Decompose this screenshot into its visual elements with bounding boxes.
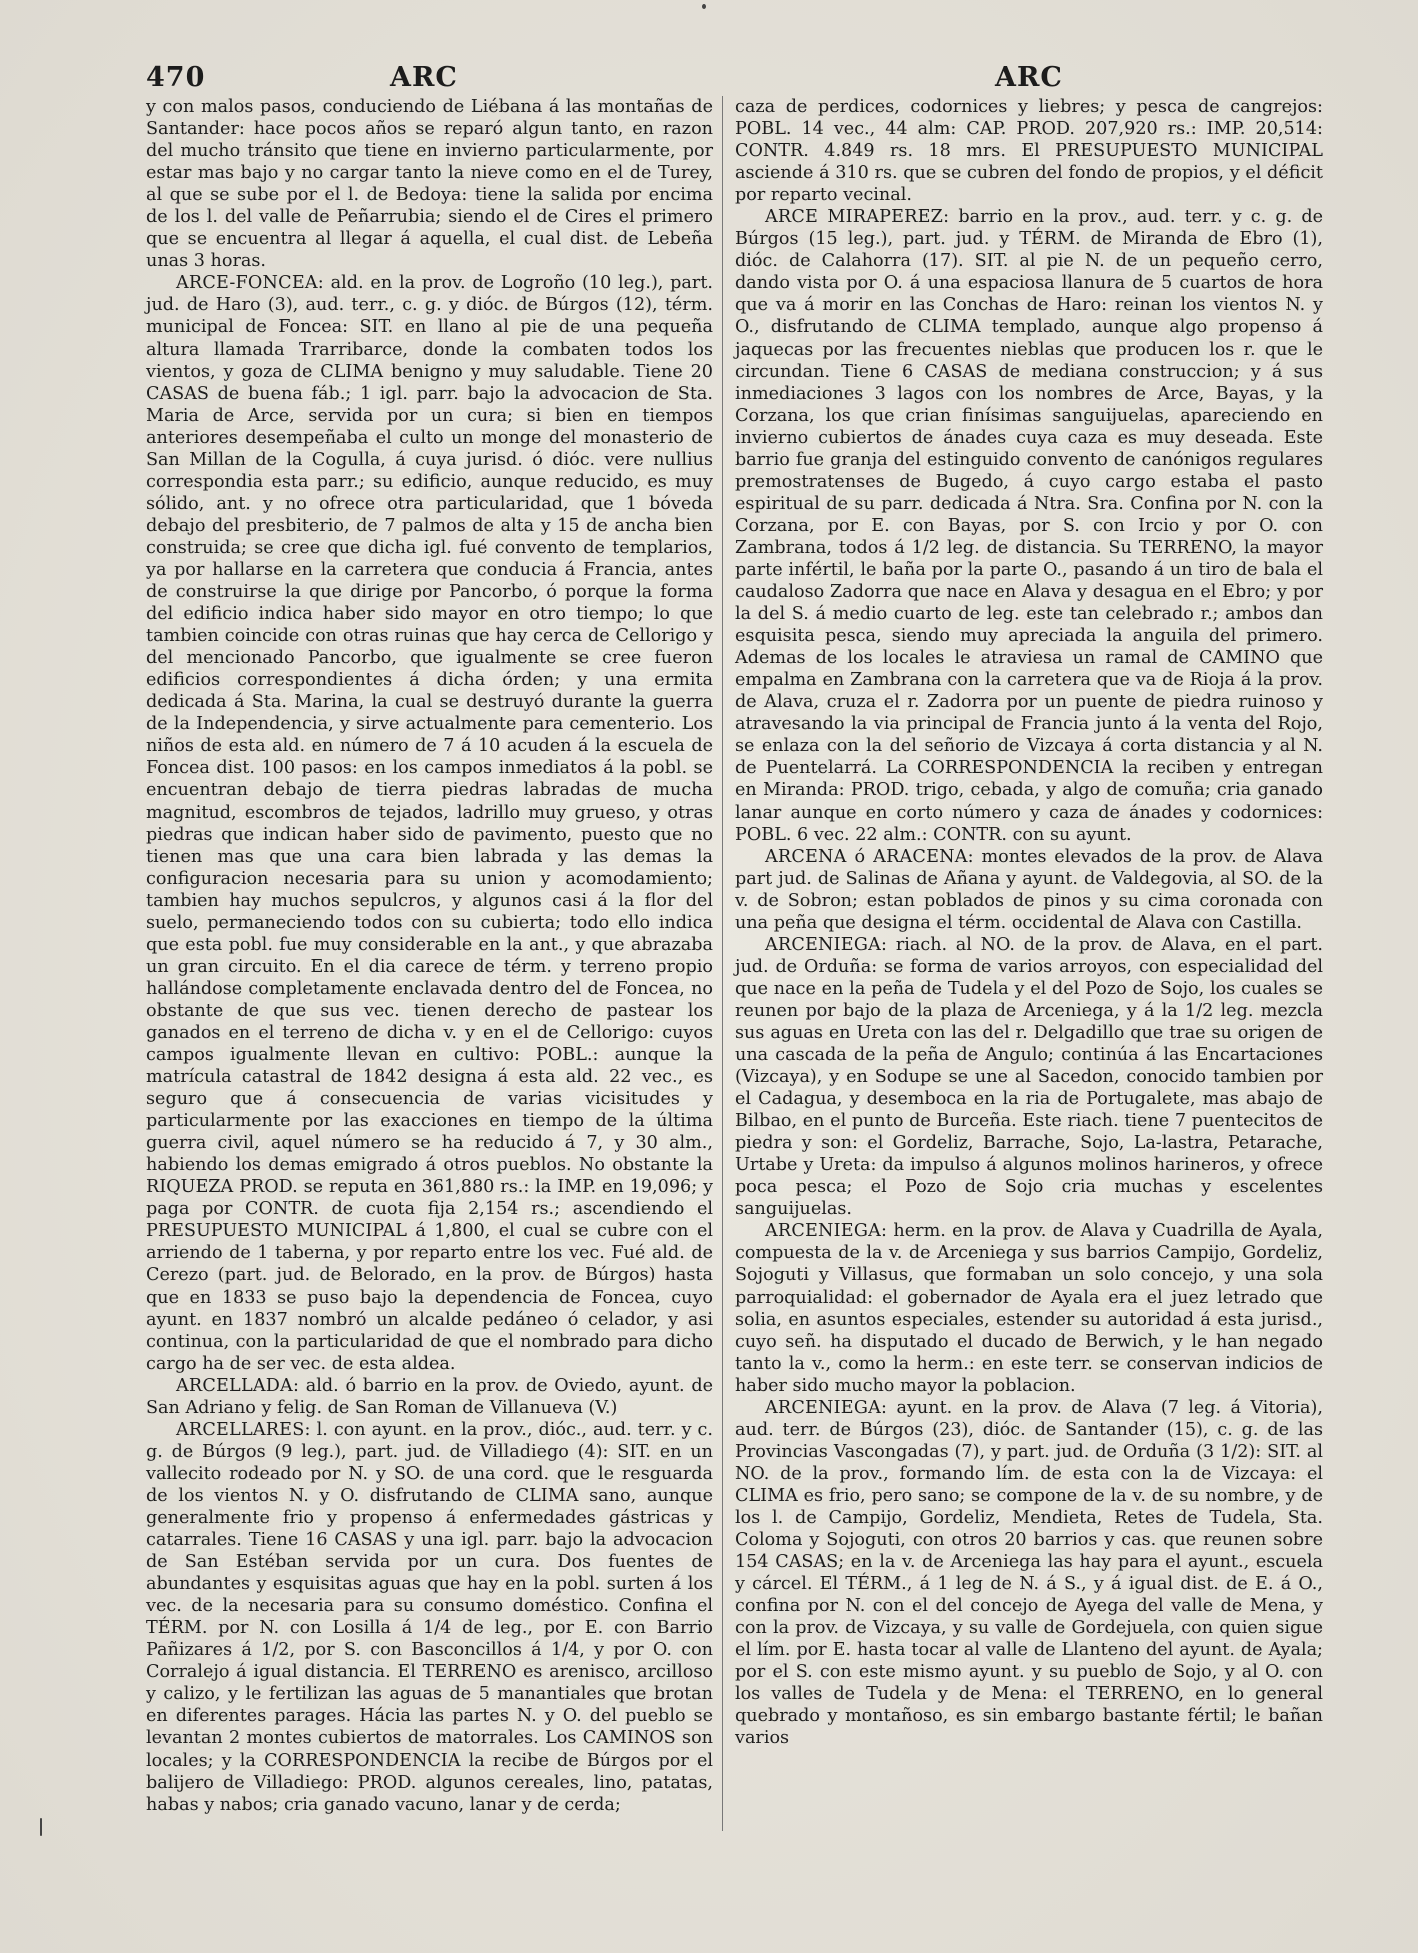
entry-arceniega-riach [735,934,1323,1221]
entry-arce-miraperez [735,206,1323,845]
entry-body: ayunt. en la prov. de Alava (7 leg. á Vitoria), aud. terr. de Búrgos (23), dióc. de Santander (15), c. g. de las Provincias Vascongadas (7), y part. jud. de Orduña (3 1/2): SIT. al NO. de la prov., formando lím. de esta con la de Vizcaya: el CLIMA es frio, pero sano; se compone de la v. de su nombre, y de los l. de Campijo, Gordeliz, Mendieta, Retes de Tudela, Sta. Coloma y Sojoguti, con otros 20 barrios y cas. que reunen sobre 154 CASAS; en la v. de Arceniega las hay para el ayunt., escuela y cárcel. El TÉRM., á 1 leg de N. á S., y á igual dist. de E. á O., confina por N. con el del concejo de Ayega del valle de Mena, y con la prov. de Vizcaya, y su valle de Gordejuela, con quien sigue el lím. por E. hasta tocar al valle de Llanteno del ayunt. de Ayala; por el S. con este mismo ayunt. y su pueblo de Sojo, y al O. con los valles de Tudela y de Mena: el TERRENO, en lo general quebrado y montañoso, es sin embargo bastante fértil; le bañan varios [735,1397,1323,1749]
headword: ARCENA ó ARACENA: [765,846,974,867]
entry-arcellada [146,1375,713,1419]
running-head-left: ARC [390,62,458,93]
entry-body: barrio en la prov., aud. terr. y c. g. de Búrgos (15 leg.), part. jud. y TÉRM. de Miranda de Ebro (1), dióc. de Calahorra (17). SIT. al pie N. de un pequeño cerro, dando vista por O. á una espaciosa llanura de 5 cuartos de hora que va á morir en las Conchas de Haro: reinan los vientos N. y O., disfrutando de CLIMA templado, aunque algo propenso á jaquecas por las frecuentes nieblas que producen los r. que le circundan. Tiene 6 CASAS de mediana construccion; y á sus inmediaciones 3 lagos con los nombres de Arce, Bayas, y la Corzana, los que crian finísimas sanguijuelas, apareciendo en invierno cubiertos de ánades cuya caza es muy deseada. Este barrio fue granja del estinguido convento de canónigos regulares premostratenses de Bugedo, á cuyo cargo estaba el pasto espiritual de su parr. dedicada á Ntra. Sra. Confina por N. con la Corzana, por E. con Bayas, por S. con Ircio y por O. con Zambrana, todos á 1/2 leg. de distancia. Su TERRENO, la mayor parte infértil, le baña por la parte O., pasando á un tiro de bala el caudaloso Zadorra que nace en Alava y desagua en el Ebro; y por la del S. á medio cuarto de leg. este tan celebrado r.; ambos dan esquisita pesca, siendo muy apreciada la anguila del primero. Ademas de los locales le atraviesa un ramal de CAMINO que empalma en Zambrana con la carretera que va de Rioja á la prov. de Alava, cruza el r. Zadorra por un puente de piedra ruinoso y atravesando la via principal de Francia junto á la venta del Rojo, se enlaza con la del señorio de Vizcaya á corta distancia y al N. de Puentelarrá. La CORRESPONDENCIA la reciben y entregan en Miranda: PROD. trigo, cebada, y algo de comuña; cria ganado lanar aunque en corto número y caza de ánades y codornices: POBL. 6 vec. 22 alm.: CONTR. con su ayunt. [735,207,1323,845]
entry-continuation: y con malos pasos, conduciendo de Liébana á las montañas de Santander: hace pocos años se reparó algun tanto, en razon del mucho tránsito que tiene en invierno particularmente, por estar mas bajo y no cargar tanto la nieve como en el de Turey, al que se sube por el l. de Bedoya: tiene la salida por encima de los l. del valle de Peñarrubia; siendo el de Cires el primero que se encuentra al llegar á aquella, el cual dist. de Lebeña unas 3 horas. [146,97,713,272]
entry-continuation: caza de perdices, codornices y liebres; y pesca de cangrejos: POBL. 14 vec., 44 alm: CAP. PROD. 207,920 rs.: IMP. 20,514: CONTR. 4.849 rs. 18 mrs. El PRESUPUESTO MUNICIPAL asciende á 310 rs. que se cubren del fondo de propios, y el déficit por reparto vecinal. [735,97,1323,206]
entry-body: riach. al NO. de la prov. de Alava, en el part. jud. de Orduña: se forma de varios arroyos, con especialidad del que nace en la peña de Tudela y el del Pozo de Sojo, los cuales se reunen por bajo de la plaza de Arceniega, y á la 1/2 leg. mezcla sus aguas en Ureta con las del r. Delgadillo que trae su origen de una cascada de la peña de Angulo; continúa á las Encartaciones (Vizcaya), y en Sodupe se une al Sacedon, conocido tambien por el Cadagua, y desemboca en la ria de Portugalete, mas abajo de Bilbao, en el punto de Burceña. Este riach. tiene 7 puentecitos de piedra y son: el Gordeliz, Barrache, Sojo, La-lastra, Petarache, Urtabe y Ureta: da impulso á algunos molinos harineros, y ofrece poca pesca; el Pozo de Sojo cria muchas y escelentes sanguijuelas. [735,934,1323,1220]
entry-body: l. con ayunt. en la prov., dióc., aud. terr. y c. g. de Búrgos (9 leg.), part. jud. de Villadiego (4): SIT. en un vallecito rodeado por N. y SO. de una cord. que le resguarda de los vientos N. y O. disfrutando de CLIMA sano, aunque generalmente frio y propenso á enfermedades gástricas y catarrales. Tiene 16 CASAS y una igl. parr. bajo la advocacion de San Estéban servida por un cura. Dos fuentes de abundantes y esquisitas aguas que hay en la pobl. surten á los vec. de la necesaria para su consumo doméstico. Confina el TÉRM. por N. con Losilla á 1/4 de leg., por E. con Barrio Pañizares á 1/2, por S. con Basconcillos á 1/4, y por O. con Corralejo á igual distancia. El TERRENO es arenisco, arcilloso y calizo, y le fertilizan las aguas de 5 manantiales que brotan en diferentes parages. Hácia las partes N. y O. del pueblo se levantan 2 montes cubiertos de matorrales. Los CAMINOS son locales; y la CORRESPONDENCIA la recibe de Búrgos por el balijero de Villadiego: PROD. algunos cereales, lino, patatas, habas y nabos; cria ganado vacuno, lanar y de cerda; [146,1419,713,1815]
headword: ARCE MIRAPEREZ: [765,207,950,228]
right-column [735,96,1323,1750]
ink-speck [40,1818,42,1836]
entry-body: ald. ó barrio en la prov. de Oviedo, ayunt. de San Adriano y felig. de San Roman de Villanueva (V.) [146,1375,713,1418]
headword: ARCELLADA: [176,1375,300,1396]
entry-arce-foncea [146,272,713,1374]
ink-speck [702,4,706,9]
headword: ARCELLARES: [176,1419,311,1440]
entry-arceniega-ayunt [735,1397,1323,1750]
entry-body: ald. en la prov. de Logroño (10 leg.), part. jud. de Haro (3), aud. terr., c. g. y dióc. de Búrgos (12), térm. municipal de Foncea: SIT. en llano al pie de una pequeña altura llamada Trarribarce, donde la combaten todos los vientos, y goza de CLIMA benigno y muy saludable. Tiene 20 CASAS de buena fáb.; 1 igl. parr. bajo la advocacion de Sta. Maria de Arce, servida por un cura; si bien en tiempos anteriores desempeñaba el culto un monge del monasterio de San Millan de la Cogulla, á cuya jurisd. ó dióc. vere nullius correspondia esta parr.; su edificio, aunque reducido, es muy sólido, ant. y no ofrece otra particularidad, que 1 bóveda debajo del presbiterio, de 7 palmos de alta y 15 de ancha bien construida; se cree que dicha igl. fué convento de templarios, ya por hallarse en la carretera que conducia á Francia, antes de construirse la que dirige por Pancorbo, ó porque la forma del edificio indica haber sido mayor en otro tiempo; lo que tambien coincide con otras ruinas que hay cerca de Cellorigo y del mencionado Pancorbo, que igualmente se cree fueron edificios correspondientes á dicha órden; y una ermita dedicada á Sta. Marina, la cual se destruyó durante la guerra de la Independencia, y sirve actualmente para cementerio. Los niños de esta ald. en número de 7 á 10 acuden á la escuela de Foncea dist. 100 pasos: en los campos inmediatos á la pobl. se encuentran debajo de tierra piedras labradas de mucha magnitud, escombros de tejados, ladrillo muy grueso, y otras piedras que indican haber sido de pavimento, puesto que no tienen mas que una cara bien labrada y las demas la configuracion necesaria para su union y acomodamiento; tambien hay muchos sepulcros, y algunos casi á la flor del suelo, permaneciendo todos con su cubierta; todo ello indica que esta pobl. fue muy considerable en la ant., y que abrazaba un gran circuito. En el dia carece de térm. y terreno propio hallándose completamente enclavada dentro del de Foncea, no obstante de que sus vec. tienen derecho de pastear los ganados en el terreno de dicha v. y en el de Cellorigo: cuyos campos igualmente llevan en cultivo: POBL.: aunque la matrícula catastral de 1842 designa á esta ald. 22 vec., es seguro que á consecuencia de varias vicisitudes y particularmente por las exacciones en tiempo de la última guerra civil, aquel número se ha reducido á 7, y 30 alm., habiendo los demas emigrado á otros pueblos. No obstante la RIQUEZA PROD. se reputa en 361,880 rs.: la IMP. en 19,096; y paga por CONTR. de cuota fija 2,154 rs.; ascendiendo el PRESUPUESTO MUNICIPAL á 1,800, el cual se cubre con el arriendo de 1 taberna, y por reparto entre los vec. Fué ald. de Cerezo (part. jud. de Belorado, en la prov. de Búrgos) hasta que en 1833 se puso bajo la dependencia de Foncea, cuyo ayunt. en 1837 nombró un alcalde pedáneo ó celador, y asi continua, con la particularidad de que el nombrado para dicho cargo ha de ser vec. de esta aldea. [146,273,713,1374]
column-divider [722,96,723,1831]
entry-arceniega-herm [735,1220,1323,1396]
running-head-right: ARC [995,62,1063,93]
headword: ARCENIEGA: [765,1397,888,1418]
headword: ARCENIEGA: [765,934,888,955]
headword: ARCENIEGA: [765,1221,888,1242]
entry-body: herm. en la prov. de Alava y Cuadrilla de Ayala, compuesta de la v. de Arceniega y sus barrios Campijo, Gordeliz, Sojoguti y Villasus, que formaban un solo concejo, y una sola parroquialidad: el gobernador de Ayala era el juez letrado que solia, en asuntos especiales, estender su autoridad á esta jurisd., cuyo señ. ha disputado el ducado de Berwich, y le han negado tanto la v., como la herm.: en este terr. se conservan indicios de haber sido mucho mayor la poblacion. [735,1221,1323,1396]
entry-body: montes elevados de la prov. de Alava part jud. de Salinas de Añana y ayunt. de Valdegovia, al SO. de la v. de Sobron; estan poblados de pinos y su cima coronada con una peña que designa el térm. occidental de Alava con Castilla. [735,846,1324,933]
entry-arcena [735,846,1323,934]
entry-arcellares [146,1419,713,1816]
left-column [146,96,713,1816]
headword: ARCE-FONCEA: [176,273,324,294]
page-number: 470 [146,62,206,93]
